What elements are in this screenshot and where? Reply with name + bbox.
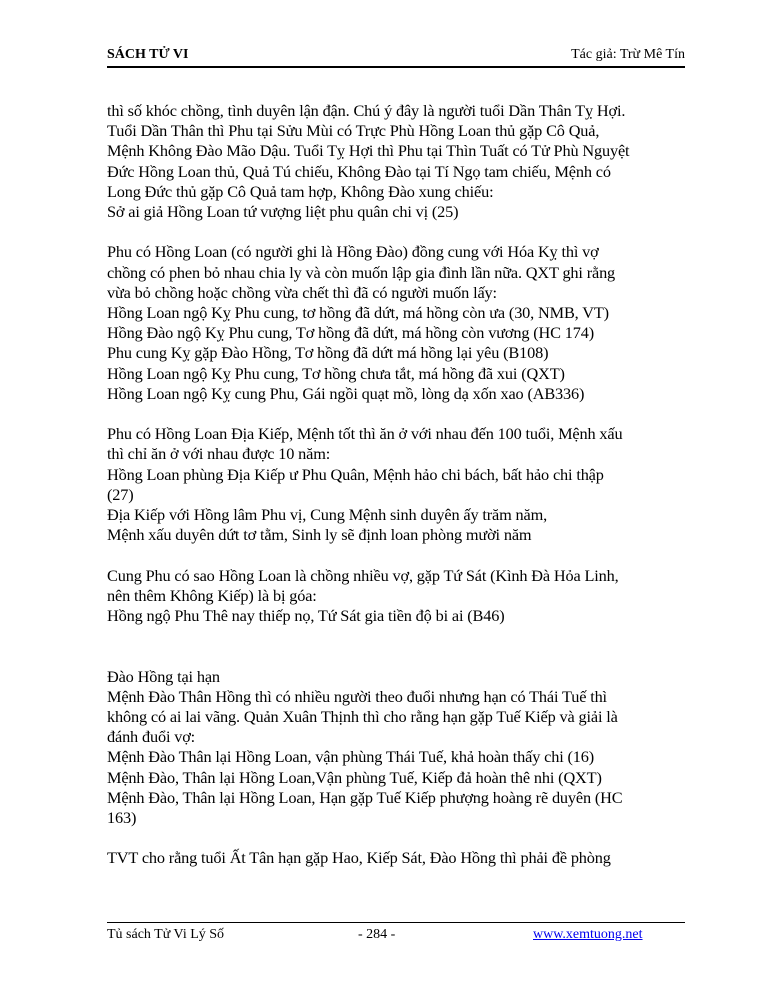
text-line: Hồng Đào ngộ Kỵ Phu cung, Tơ hồng đã dứt, má hồng còn vương (HC 174) xyxy=(107,323,594,343)
book-title: SÁCH TỬ VI xyxy=(107,47,189,62)
text-line: đánh đuổi vợ: xyxy=(107,727,196,747)
section-heading: Đào Hồng tại hạn xyxy=(107,666,220,686)
text-line: 163) xyxy=(107,808,137,828)
text-line: Mệnh Đào, Thân lại Hồng Loan, Hạn gặp Tuế Kiếp phượng hoàng rẽ duyên (HC xyxy=(107,787,623,807)
page-number: - 284 - xyxy=(358,927,396,942)
paragraph-4 xyxy=(107,566,689,627)
text-line: Đức Hồng Loan thủ, Quả Tú chiếu, Không Đào tại Tí Ngọ tam chiếu, Mệnh có xyxy=(107,161,611,181)
text-line: Hồng Loan ngộ Kỵ Phu cung, tơ hồng đã dứt, má hồng còn ưa (30, NMB, VT) xyxy=(107,303,609,323)
text-line: Mệnh Đào Thân lại Hồng Loan, vận phùng Thái Tuế, khả hoàn thấy chi (16) xyxy=(107,747,595,767)
page-header xyxy=(107,40,685,68)
text-line: Hồng Loan ngộ Kỵ Phu cung, Tơ hồng chưa tắt, má hồng đã xui (QXT) xyxy=(107,363,565,383)
series-name: Tủ sách Tử Vi Lý Số xyxy=(107,927,225,942)
website-link[interactable]: www.xemtuong.net xyxy=(533,927,643,942)
text-line: thì chỉ ăn ở với nhau được 10 năm: xyxy=(107,444,331,464)
text-line: thì số khóc chồng, tình duyên lận đận. Chú ý đây là người tuổi Dần Thân Tỵ Hợi. xyxy=(107,101,626,120)
text-line: chồng có phen bỏ nhau chia ly và còn muốn lập gia đình lần nữa. QXT ghi rằng xyxy=(107,262,616,282)
paragraph-5 xyxy=(107,667,689,829)
paragraph-3 xyxy=(107,424,689,545)
text-line: (27) xyxy=(107,484,134,504)
text-line: không có ai lai vãng. Quản Xuân Thịnh thì cho rằng hạn gặp Tuế Kiếp và giải là xyxy=(107,707,618,727)
text-line: Mệnh xấu duyên dứt tơ tằm, Sinh ly sẽ định loan phòng mười năm xyxy=(107,525,532,545)
text-line: nên thêm Không Kiếp) là bị góa: xyxy=(107,585,317,605)
text-line: Long Đức thủ gặp Cô Quả tam hợp, Không Đào xung chiếu: xyxy=(107,181,494,201)
paragraph-1 xyxy=(107,101,689,222)
text-line: Phu cung Kỵ gặp Đào Hồng, Tơ hồng đã dứt má hồng lại yêu (B108) xyxy=(107,343,549,363)
text-line: Địa Kiếp với Hồng lâm Phu vị, Cung Mệnh sinh duyên ấy trăm năm, xyxy=(107,505,548,525)
text-line: Hồng ngộ Phu Thê nay thiếp nọ, Tứ Sát gia tiền độ bi ai (B46) xyxy=(107,606,505,626)
text-line: Sở ai giả Hồng Loan tứ vượng liệt phu quân chi vị (25) xyxy=(107,202,459,222)
text-line: TVT cho rằng tuổi Ất Tân hạn gặp Hao, Kiếp Sát, Đào Hồng thì phải đề phòng xyxy=(107,848,611,868)
paragraph-2 xyxy=(107,242,689,404)
text-line: Phu có Hồng Loan (có người ghi là Hồng Đào) đồng cung với Hóa Kỵ thì vợ xyxy=(107,242,599,262)
author-credit: Tác giả: Trừ Mê Tín xyxy=(571,47,685,62)
text-line: Phu có Hồng Loan Địa Kiếp, Mệnh tốt thì ăn ở với nhau đến 100 tuổi, Mệnh xấu xyxy=(107,424,623,444)
text-line: Hồng Loan phùng Địa Kiếp ư Phu Quân, Mệnh hảo chi bách, bất hảo chi thập xyxy=(107,464,604,484)
text-line: Mệnh Đào Thân Hồng thì có nhiều người theo đuổi nhưng hạn có Thái Tuế thì xyxy=(107,686,607,706)
text-line: vừa bỏ chồng hoặc chồng vừa chết thì đã có người muốn lấy: xyxy=(107,282,497,302)
paragraph-6 xyxy=(107,848,689,868)
text-line: Mệnh Không Đào Mão Dậu. Tuổi Tỵ Hợi thì Phu tại Thìn Tuất có Tử Phù Nguyệt xyxy=(107,141,630,161)
text-line: Mệnh Đào, Thân lại Hồng Loan,Vận phùng Tuế, Kiếp đả hoàn thê nhi (QXT) xyxy=(107,767,602,787)
page-body xyxy=(107,101,689,869)
text-line: Cung Phu có sao Hồng Loan là chồng nhiều vợ, gặp Tứ Sát (Kình Đà Hỏa Linh, xyxy=(107,565,619,585)
text-line: Hồng Loan ngộ Kỵ cung Phu, Gái ngồi quạt mồ, lòng dạ xốn xao (AB336) xyxy=(107,383,585,403)
page-footer xyxy=(107,922,685,947)
text-line: Tuổi Dần Thân thì Phu tại Sửu Mùi có Trực Phù Hồng Loan thủ gặp Cô Quả, xyxy=(107,121,600,141)
